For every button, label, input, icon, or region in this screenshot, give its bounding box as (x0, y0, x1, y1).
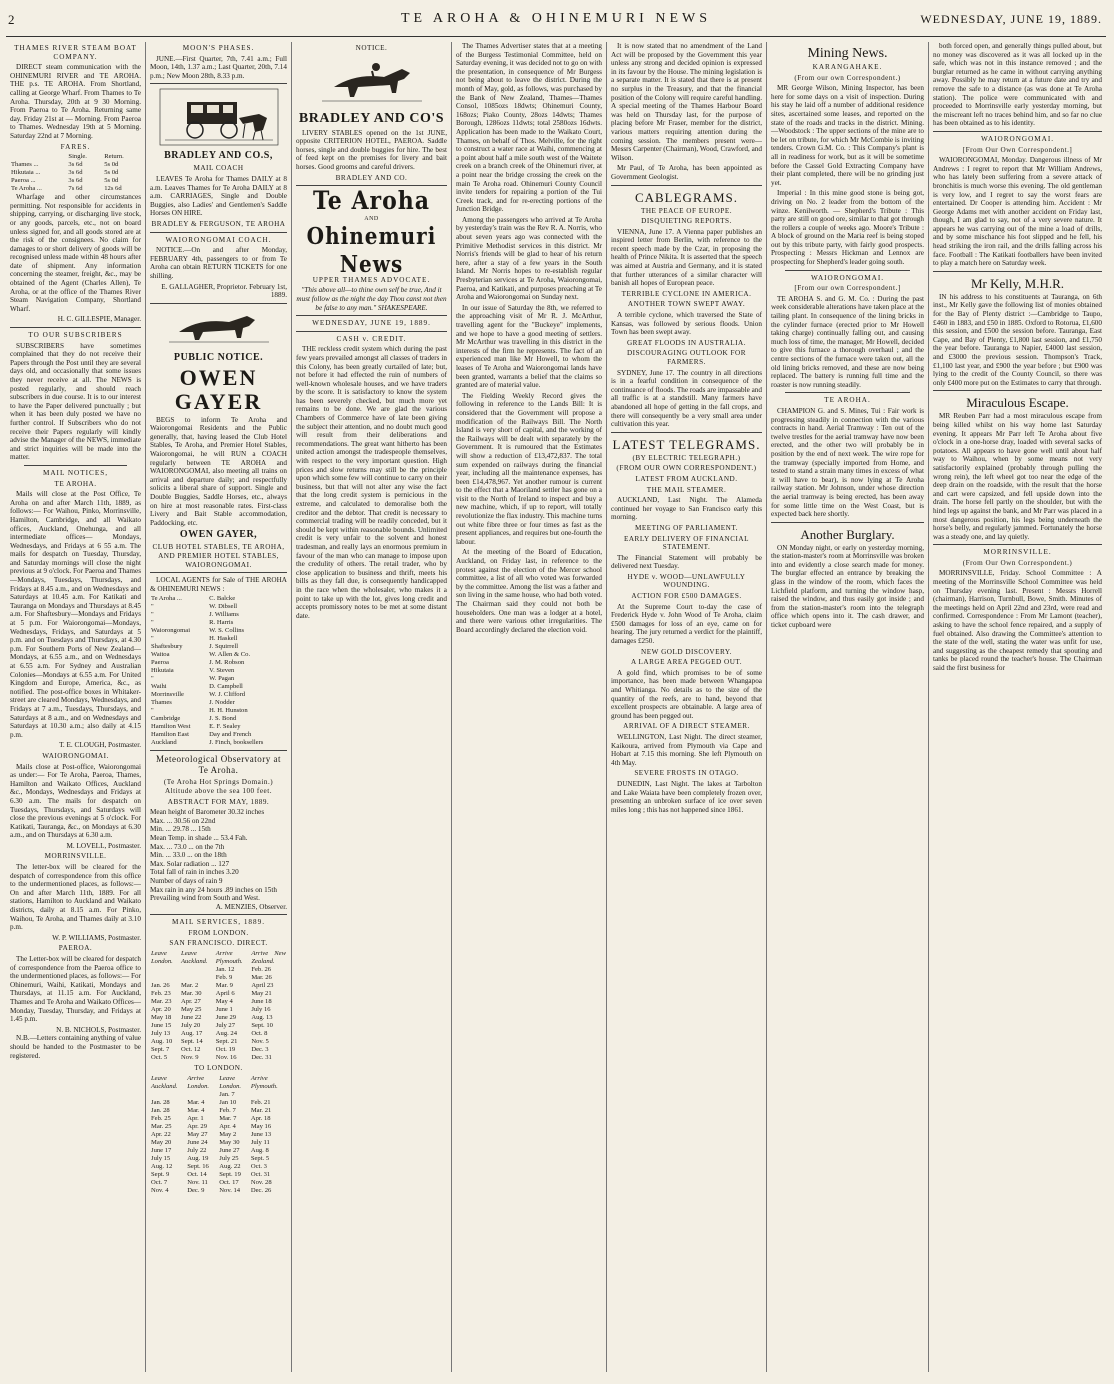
news-item: The Thames Advertiser states that at a meeting of the Burgess Testimonial Committee, held on Saturday evening, it was decided not to go on with the presentation, in consequence of Mr Burgess not being about to leave the district. During the month of May, gold, as follows, was purchased by the Bank of New Zealand, Thames—Thames Consol, 1085ozs 18dwts; Ohinemuri County, 168ozs; Piako County, 28ozs 14dwts; Thames Borough, 1286ozs 11dwts; total 2580ozs 16dwts. Application has been made to the Waikato Court, Thames, on behalf of Thos. Melville, for the right to construct a water race at Waihi, commencing at a point about half a mile south west of the Waitete creek on a branch creek of the Ohinemuri river, at a point near the bridge crossing the creek on the main Te Aroha road. Ohinemuri County Council invite tenders for repairing a portion of the Tui Creek track, and for re-erecting portions of the Junction Bridge. (456, 42, 602, 214)
action-text: At the Supreme Court to-day the case of Frederick Hyde v. John Wood of Te Aroha, claim £500 damages for loss of an eye, came on for hearing. The jury returned a verdict for the plaintiff, damages £250. (611, 602, 762, 646)
latest-sub: (FROM OUR OWN CORRESPONDENT.) (616, 464, 757, 473)
nameplate-motto: "This above all—to thine own self be true, And it must follow as the night the day Thou canst not then be false to any man." SHAKESPEARE. (296, 286, 447, 312)
steamboat-ad-text: DIRECT steam communication with the OHINEMURI RIVER and TE AROHA. THE p.s. TE AROHA. From Shortland, calling at George Wharf. From Thames to Te Aroha. Thursday, 20th at 9 30 Morning. From Paeroa to Te Aroha. Returning same day. Friday 21st at — Morning. From Paeroa to Thames. Wednesday 19th at 5 Morning. Saturday 22nd at 7 Morning. (10, 63, 141, 140)
met-row: Total fall of rain in inches 3.20 (150, 868, 239, 877)
page-number: 2 (8, 12, 15, 27)
table-row: Waitoa W. Allen & Co. (151, 651, 251, 659)
bradley-livery-heading: BRADLEY AND CO'S (298, 110, 445, 126)
public-notice-heading: PUBLIC NOTICE. (173, 351, 264, 363)
correspondent-note: (From Our Own Correspondent.) (962, 558, 1073, 567)
frost-heading: SEVERE FROSTS IN OTAGO. (634, 769, 739, 778)
news-item: Among the passengers who arrived at Te Aroha by yesterday's train was the Rev R. A. Norris, who about seven years ago was connected with the Primitive Methodist services in this district. Mr Norris's friends will be glad to hear of his return here, after a stay of a few years in the South Island. Mr Norris hopes to re-establish regular Presbyterian services at Te Aroha, Waiorongomai, Paeroa, and Katikati, and purposes preaching at Te Aroha and Waiorongomai on Sunday next. (456, 215, 602, 302)
cable-sub: TERRIBLE CYCLONE IN AMERICA. (621, 289, 752, 298)
morrinsville-text: MORRINSVILLE, Friday. School Committee : A meeting of the Morrinsville School Committee was held on Thursday evening last. Present : Messrs Horrell (chairman), Harrison, Turnbull, Bowe, Smith. Minutes of the meetings held on April 22nd and 23rd, were read and confirmed. Correspondence : From Mr Lamont (teacher), asking to have the school fence repaired, and a supply of fuel obtained. Also drawing the Committee's attention to the state of the well, stating the water was unfit for use, and suggesting as the cheapest remedy that spouting and tanks be placed round the teacher's house. The Chairman said the first business for (933, 569, 1102, 672)
financial-heading: EARLY DELIVERY OF FINANCIAL STATEMENT. (623, 534, 750, 552)
financial-text: The Financial Statement will probably be delivered next Tuesday. (611, 553, 762, 571)
sf-heading: SAN FRANCISCO. DIRECT. (169, 939, 268, 948)
table-row: Aug. 12 Sept. 16 Aug. 22 Oct. 3 (151, 1162, 267, 1170)
table-row: " W. Dibsell (151, 603, 238, 611)
mail-notices-heading: MAIL NOTICES, (42, 468, 109, 477)
table-row: Auckland J. Finch, booksellers (151, 739, 264, 747)
table-row: Thames J. Nodder (151, 699, 235, 707)
news-item: Mr Paul, of Te Aroha, has been appointed as Government Geologist. (611, 164, 762, 181)
nameplate-te-aroha: Te Aroha (312, 186, 431, 217)
table-row: July 13 Aug. 17 Aug. 24 Oct. 8 (151, 1030, 268, 1038)
mail-services-heading: MAIL SERVICES, 1889. (171, 918, 266, 927)
editorial-heading: CASH v. CREDIT. (336, 334, 407, 343)
table-row: Aug. 10 Sept. 14 Sept. 21 Nov. 5 (151, 1038, 269, 1046)
coach-illustration (159, 88, 279, 146)
burglary-text: ON Monday night, or early on yesterday morning, the station-master's room at Morrinsville was broken into and evidently a close search made for money. The burglar effected an entrance by breaking the glass in the window of the room, which faces the Lichfield platform, and turning the window hasp, raised the window, and thus easily got inside ; and from the station-master's room into the telegraph office which opens into it. The cash drawer, and ticket cupboard were (771, 543, 924, 630)
met-row: Max rain in any 24 hours .89 inches on 15th (150, 885, 277, 894)
latest-telegrams-heading: LATEST TELEGRAMS. (612, 436, 761, 452)
action-heading: ACTION FOR £500 DAMAGES. (631, 592, 742, 601)
to-london-heading: TO LONDON. (194, 1064, 243, 1073)
table-row: Oct. 7 Nov. 11 Oct. 17 Nov. 28 (151, 1178, 272, 1186)
hyde-heading: HYDE v. WOOD—UNLAWFULLY WOUNDING. (627, 572, 746, 590)
mail-sign-te-aroha: T. E. CLOUGH, Postmaster. (59, 741, 141, 750)
mail-coach-ad-heading: BRADLEY AND CO.S, (164, 150, 273, 162)
met-row: Max. Solar radiation ... 127 (150, 859, 230, 868)
table-row: June 15 July 20 July 27 Sept. 10 (151, 1022, 273, 1030)
table-row: Thames ... 3s 6d 5s 0d (11, 161, 119, 169)
editorial-text: THE reckless credit system which during the past few years prevailed amongst all classes of traders in this Colony, has been greatly curtailed of late; but, not before it had effected the ruin of numbers of well-known wholesale houses, and we have traders by the score. It is satisfactory to know the system has been severely checked, but much more yet remains to be done. We are glad the various Chambers of Commerce have of late been giving the subject their attention, and no doubt much good will result from their deliberations and recommendations. The great want hitherto has been united action amongst the tradespeople themselves, with respect to the very important question. High prices and slow returns may still be the principle upon which some few will continue to carry on their business, but that will not alter any wise the fact that the long credit system is pernicious in the extreme, and calculated to demoralise both the creditor and the debtor. That credit is necessary to commercial trading will be readily conceded, but it should be kept within reasonable bounds. Unlimited credit is very unfair to the solvent and honest tradesman, and really lays an enormous premium in favour of the man who can manage to impose upon the credulity of others. The retail trader, who by close application to business and thrift, meets his bills as they fall due, is consequently handicapped in the race when the wholesaler, who makes it a point to take up with the lot, gives long credit and accepts promissory notes to be met at some distant date. (296, 345, 447, 620)
table-row: Mar. 25 Apr. 29 Apr. 4 May 16 (151, 1122, 272, 1130)
frost-text: DUNEDIN, Last Night. The lakes at Tarbolton and Lake Waiata have been completely frozen over, presenting an unbroken surface of ice over seven miles long ; this has not happened since 1861. (611, 779, 762, 814)
karangahake-heading: KARANGAHAKE. (812, 63, 883, 71)
horse-icon (159, 308, 279, 348)
column-2 (146, 42, 292, 1372)
table-row: Hamilton East Day and French (151, 731, 252, 739)
correspondent-note: [From Our Own Correspondent.] (962, 145, 1073, 154)
table-row: Jan. 28 Mar. 4 Feb. 7 Mar. 21 (151, 1106, 272, 1114)
mail-text-paeroa: The Letter-box will be cleared for despatch of correspondence from the Paeroa office to the undermentioned places, as follows:— For Ohinemuri, Waihi, Katikati, Mondays and Thursdays, at 11.15 a.m. For Auckland, Thames and Te Aroha and Waikato Offices—Monday, Tuesday, Thursday, and Fridays at 1.45 p.m. (10, 955, 141, 1024)
mail-steamer-text: AUCKLAND, Last Night. The Alameda continued her voyage to San Francisco early this morning. (611, 496, 762, 522)
column-4 (452, 42, 607, 1372)
table-row: Jan. 12 Feb. 26 (215, 966, 272, 974)
moon-phases-text: JUNE.—First Quarter, 7th, 7.41 a.m.; Full Moon, 14th, 1.37 a.m.; Last Quarter, 20th, 7.14 p.m.; New Moon 28th, 8.33 p.m. (150, 54, 287, 80)
correspondent-note: [From our own Correspondent.] (794, 284, 901, 293)
waiorongomai-text: WAIORONGOMAI, Monday. Dangerous illness of Mr Andrews : I regret to report that Mr William Andrews, who has lately been suffering from a severe attack of bronchitis is much worse this evening. The old gentleman is very low, and I regret to say the worst fears are entertained. Dr Cooper is attending him. Accident : Mr George Adams met with another accident on Friday last, though, I am glad to say, not of a very severe nature. It appears he was carrying out of the mine a load of drills, and by some mischance his foot slipped and he fell, his head striking the iron rail, and the drills falling across his face. Football : The Katikati footballers have been invited to play a match here on Saturday week. (933, 156, 1102, 268)
notice-heading: NOTICE. (355, 44, 388, 52)
mail-coach-ad-sign: BRADLEY & FERGUSON, TE AROHA (151, 219, 286, 228)
table-row: Apr. 22 May 27 May 2 June 13 (151, 1130, 272, 1138)
moon-phases-heading: MOON'S PHASES. (182, 44, 255, 52)
table-row: Oct. 5 Nov. 9 Nov. 16 Dec. 31 (151, 1054, 272, 1062)
morrinsville-heading: MORRINSVILLE. (983, 548, 1052, 557)
cable-sub: DISCOURAGING OUTLOOK FOR FARMERS. (626, 349, 747, 366)
mail-tail: N.B.—Letters containing anything of value should be handed to the Postmaster to be registered. (10, 1034, 141, 1060)
mail-sign-morrinsville: W. P. WILLIAMS, Postmaster. (52, 933, 141, 942)
steamboat-ad-heading: THAMES RIVER STEAM BOAT COMPANY. (14, 44, 137, 61)
mail-coach-ad-text: LEAVES Te Aroha for Thames DAILY at 8 a.m. Leaves Thames for Te Aroha DAILY at 8 a.m. CARRIAGES, Single and Double Buggies, also Ladies' and Gentlemen's Saddle Horses ON HIRE. (150, 174, 287, 218)
mail-coach-ad-sub: MAIL COACH (193, 164, 244, 173)
cable-sub: GREAT FLOODS IN AUSTRALIA. (626, 338, 747, 347)
table-row: Jan. 26 Mar. 2 Mar. 9 April 23 (151, 982, 274, 990)
table-row: Paeroa ... 3s 6d 5s 0d (11, 177, 119, 185)
news-item: At the meeting of the Board of Education, Auckland, on Friday last, in reference to the protest against the election of the Mercer school committee, a list of all who voted was forwarded by the committee. Among the list was a father and son living in the same house, who had both voted. The Chairman said they could not both be householders. One man was a lodger at a hotel, and there were various other irregularities. The Board accordingly declared the election void. (456, 548, 602, 634)
cable-text: SYDNEY, June 17. The country in all directions is in a fearful condition in consequence of the continuance of floods. The roads are impassable and all traffic is at a standstill. Many farmers have abandoned all hope of getting in the fall crops, and there will consequently be a very small area under cultivation this year. (611, 368, 762, 429)
met-row: Max. ... 73.0 ... on the 7th (150, 842, 225, 851)
mining-text: Imperial : In this mine good stone is being got, driving on No. 2 leader from the bottom of the winze. Kenilworth. — Shepherd's Tribute : This party are still on good ore, similar to that got through the rollers a couple of weeks ago. Moore's Tribute : A block of ground on the Maria reef is being stoped out by this tribute party, with fairly good prospects. Prospecting : Messrs Hickman and Lennox are prospecting for Shepherd's leader going south. (771, 189, 924, 267)
fares-table: Single. Return. Thames ... 3s 6d 5s 0d Hikutaia ... 3s 6d 5s 0d Paeroa ... 3s 6d 5s 0d Te Aroha ... 7s 6d 12s 6d (10, 153, 141, 193)
bradley-livery-sign: BRADLEY AND CO. (335, 173, 408, 182)
owen-gayer-address: CLUB HOTEL STABLES, TE AROHA, AND PREMIER HOTEL STABLES, WAIORONGOMAI. (152, 543, 285, 569)
waiorongomai-heading: WAIORONGOMAI. (810, 273, 885, 282)
nameplate-and: AND (364, 216, 379, 223)
table-row: " H. Haskell (151, 635, 238, 643)
table-row: Te Aroha ... 7s 6d 12s 6d (11, 185, 122, 193)
kelly-heading: Mr Kelly, M.H.R. (970, 275, 1065, 291)
arrival-heading: ARRIVAL OF A DIRECT STEAMER. (623, 722, 750, 731)
gold-text: A gold find, which promises to be of some importance, has been made between Whangapoa and Whitianga. No details as to the size of the quantity of the reefs, are to hand, beyond that excellent prospects are obtainable. A large area of ground has been pegged out. (611, 668, 762, 720)
news-item: It is now stated that no amendment of the Land Act will be proposed by the Government this year unless any strong and decided opinion is expressed in its favour by the House. The mining legislation is a separate matter. It is stated that there is at present no surplus in the Treasury, and that the financial position of the Colony will require careful handling. A special meeting of the Thames Harbour Board was held on Thursday last, for the purpose of placing before Mr Fraser, member for the district, various matters requiring attention during the coming session. The members present were—Messrs Carpenter (Chairman), Wood, Crawford, and Wilson. (611, 42, 762, 162)
table-row: Sept. 7 Oct. 12 Oct. 19 Dec. 3 (151, 1046, 269, 1054)
parliament-heading: MEETING OF PARLIAMENT. (634, 523, 739, 532)
issue-date: WEDNESDAY, JUNE 19, 1889. (312, 319, 431, 328)
table-row: Sept. 9 Oct. 14 Sept. 19 Oct. 31 (151, 1170, 271, 1178)
mail-sub-te-aroha: TE AROHA. (54, 479, 97, 488)
cable-sub: THE PEACE OF EUROPE. (640, 206, 733, 215)
mail-text-waiorongomai: Mails close at Post-office, Waiorongomai as under:— For Te Aroha, Paeroa, Thames, Hamilton and Waikato Offices, Auckland &c., Mondays, Wednesdays and Fridays at 6.30 a.m. The mails for despatch on Tuesdays, Thursdays, and Saturdays will close the previous evenings at 5 o'clock. For Katikati, Tauranga, &c., on Mondays at 6.30 a.m., and on Thursdays at 6.30 a.m. (10, 762, 141, 840)
mail-steamer-heading: THE MAIL STEAMER. (646, 485, 727, 494)
escape-heading: Miraculous Escape. (966, 395, 1069, 411)
met-row: Number of days of rain 9 (150, 876, 223, 885)
cable-sub: DISQUIETING REPORTS. (641, 217, 732, 226)
latest-sub: LATEST FROM AUCKLAND. (635, 474, 738, 483)
table-row: Feb. 9 Mar. 26 (215, 974, 272, 982)
table-row: Feb. 25 Apr. 1 Mar. 7 Apr. 18 (151, 1114, 271, 1122)
owen-gayer-heading: OWEN GAYER (174, 364, 263, 414)
owen-gayer-text: BEGS to inform Te Aroha and Waiorongomai Residents and the Public generally, that, having leased the Club Hotel Stables, Te Aroha, and Premier Hotel Stables, Waiorongomai, he will RUN a COACH regularly between TE AROHA and WAIORONGOMAI, also meeting all trains on arrival and departure daily; and respectfully solicits a liberal share of support. Single and Double Buggies, Saddle Horses, etc., always on hire at most reasonable rates. First-class Livery and Bait Stable accommodation, Paddocking, etc. (150, 415, 287, 527)
steamboat-ad-sign: H. C. GILLESPIE, Manager. (57, 315, 141, 324)
mail-sign-paeroa: N. B. NICHOLS, Postmaster. (56, 1025, 141, 1034)
table-row: Waihi D. Campbell (151, 683, 243, 691)
mail-sub-paeroa: PAEROA. (58, 944, 93, 953)
table-row: July 15 Aug. 19 July 25 Sept. 5 (151, 1154, 270, 1162)
nameplate-upper-thames: UPPER THAMES ADVOCATE. (312, 275, 431, 284)
steamboat-ad-tail: Wharfage and other circumstances permitting. Not responsible for accidents in shipping, carrying, or discharging live stock, or any goods, parcels, etc., not on board unless signed for, and all goods stored are at the risk of the consignees. No claim for damages to or short delivery of goods will be recognised unless made within 48 hours after date of shipment. Any information concerning the steamer, freight, &c., may be obtained of the Agent (Charles Allen), Te Aroha, or at the office of the Thames River Steam Navigation Company, Shortland Wharf. (10, 193, 141, 313)
column-3 (292, 42, 452, 1372)
fares-heading: FARES. (60, 142, 91, 151)
latest-sub: (BY ELECTRIC TELEGRAPH.) (632, 453, 741, 462)
table-row: Te Aroha ... C. Balcke (151, 595, 236, 603)
table-row: Apr. 20 May 25 June 1 July 16 (151, 1006, 271, 1014)
table-row: Hikutaia V. Steven (151, 667, 235, 675)
subscribers-text: SUBSCRIBERS have sometimes complained that they do not receive their Papers through the Post until they are several days old, and occasionally that some issues they never receive at all. The NEWS is posted regularly, and should reach subscribers in due course. It is to our interest to have the Paper delivered punctually ; but when it has been duly posted we have no further control. If Subscribers who do not receive their Papers regularly will kindly advise the Manager of the NEWS, immediate and strict inquiries will be made into the matter. (10, 341, 141, 462)
met-row: Mean height of Barometer 30.32 inches (150, 808, 265, 817)
waiorongomai-coach-heading: WAIORONGOMAI COACH. (165, 235, 272, 244)
mail-text-te-aroha: Mails will close at the Post Office, Te Aroha on and after March 11th, 1889, as follows:— For Waihou, Pinko, Morrinsville, Hamilton, Cambridge, and all Waikato offices, Auckland, Onehunga, and all intermediate offices— Mondays, Wednesdays, and Fridays at 6 55 a.m. The mails for despatch on Tuesday, Thursday, and Saturday mornings will close the night previous at 9 o'clock. For Paeroa and Thames—Mondays, Tuesdays, Thursdays, and Fridays at 8.45 a.m., and on Wednesdays and Saturdays at 10.45 a.m. For Katikati and Tauranga on Mondays and Thursdays at 8.45 a.m. For Shaftesbury—Mondays and Fridays at 5 p.m. For Waiorongomai—Mondays, Wednesdays, Fridays, and Saturdays at 5 p.m. and on Tuesdays and Thursdays, at 4.30 p.m. For Southern Ports of New Zealand—Mondays, at 6.55 a.m., and on Wednesdays at 6.55 a.m. For Sydney and Australian Colonies—Mondays at 6.55 a.m. For United Kingdom and Europe, America, &c., as notified. The post-office boxes in Whitaker-street are cleared Mondays, Wednesdays, and Fridays at 7 a.m., Tuesdays, Thursdays, and Saturdays at 8 a.m., and on Wednesdays and Saturdays at 10.30 a.m.; also daily at 4.15 p.m. (10, 490, 141, 739)
met-row: Mean Temp. in shade ... 53.4 Fah. (150, 833, 248, 842)
column-5 (607, 42, 767, 1372)
table-row: Shaftesbury J. Squirrell (151, 643, 239, 651)
nameplate-ohinemuri-news: Ohinemuri News (306, 222, 437, 278)
news-item: The Fielding Weekly Record gives the following in reference to the Lands Bill: It is considered that the Government will propose a modification of the Railways Bill. The North Island is very short of capital, and the working of the Railways will be dealt with separately by the Government. It is rumoured that the Estimates will show a reduction of £13,472,837. The total sum expended on railways during the financial year, including all the maintenance expenses, has been £14,478,967. Yet another rumour is current to the effect that a Maoriland settler has gone on a visit to the North of Ireland to inspect and buy a new machine, which, if up to report, will totally revolutionize the flax industry. This machine turns out white fibre three or four times as fast as the present appliances, and requires but one-fourth the labour. (456, 391, 602, 546)
masthead (6, 6, 1106, 37)
mining-text: MR George Wilson, Mining Inspector, has been here for some days on a visit of inspection. During his stay he laid off a number of additional residence sites, ascertained some leases, and reported on the state of the roads and tracks in the district. Mining.—Woodstock : The upper sections of the mine are to be let on tribute, for which Mr McCombie is inviting tenders. Crown G.M. Co. : This Company's plant is all in readiness for work, but as it will be sometime before the Cassel Gold Extracting Company have their plant completed, there will be no grinding just yet. (771, 84, 924, 187)
owen-gayer-sign: OWEN GAYER, (179, 529, 258, 541)
waiorongomai-coach-sign: E. GALLAGHER, Proprietor. February 1st, 1889. (161, 282, 287, 300)
table-row: Nov. 4 Dec. 9 Nov. 14 Dec. 26 (151, 1186, 272, 1194)
table-row: Cambridge J. S. Bond (151, 715, 237, 723)
table-row: June 17 July 22 June 27 Aug. 8 (151, 1146, 269, 1154)
livery-illustration (312, 57, 432, 107)
table-row: Morrinsville W. J. Clifford (151, 691, 246, 699)
mining-text: TE AROHA S. and G. M. Co. : During the past week considerable alterations have taken place at the tailing plant. In consequence of the lining bricks in the cylinder furnace (erected prior to Mr Howell taking charge) continually falling out, and causing much loss of time, the manager, Mr Howell, decided to give this furnace a thorough overhaul ; and the centre sections of the furnace were taken out, all the old lining bricks removed, and these are now being replaced. The battery is running full time and the roaster is now running steadily. (771, 294, 924, 389)
subscribers-heading: TO OUR SUBSCRIBERS (28, 331, 123, 340)
table-header: Leave London. Leave Auckland. Arrive Plymouth. Arrive New Zealand. (151, 950, 286, 966)
masthead-date: WEDNESDAY, JUNE 19, 1889. (920, 12, 1102, 26)
table-row: Paeroa J. M. Robson (151, 659, 245, 667)
met-sign: A. MENZIES, Observer. (215, 902, 287, 911)
column-6 (767, 42, 929, 1372)
met-row: Max. ... 30.56 on 22nd (150, 816, 216, 825)
columns (6, 42, 1106, 1372)
table-row: May 20 June 24 May 30 July 11 (151, 1138, 270, 1146)
masthead-title: TE AROHA & OHINEMURI NEWS (401, 11, 711, 26)
table-row: " R. Harris (151, 619, 234, 627)
met-rows (150, 808, 287, 903)
table-row: Jan. 7 (219, 1090, 235, 1098)
horse-rider-icon (312, 57, 432, 107)
arrival-text: WELLINGTON, Last Night. The direct steamer, Kaikoura, arrived from Plymouth via Cape and Hobart at 7.15 this morning. She left Plymouth on 4th May. (611, 732, 762, 767)
met-sub: (Te Aroha Hot Springs Domain.) Altitude above the sea 100 feet. (163, 778, 274, 795)
bradley-livery-text: LIVERY STABLES opened on the 1st JUNE, opposite CRITERION HOTEL, PAEROA. Saddle horses, single and double buggies for hire. The best of feed kept on the premises for livery and bait horses. Good grooms and careful drivers. (296, 128, 447, 171)
gold-heading: NEW GOLD DISCOVERY. (641, 647, 732, 656)
table-row: May 18 June 22 June 29 Aug. 13 (151, 1014, 273, 1022)
escape-text: MR Reuben Parr had a most miraculous escape from being killed whilst on his way home last Saturday evening. It appears Mr Parr left Te Aroha about five o'clock in a one-horse dray, loaded with several sacks of potatoes. All appears to have gone well until about half way to Waihou, when by some means not very satisfactorily explained (probably through pulling the wrong rein), the left wheel got too near the edge of the deep drain on the roadside, with the result that the horse and cart were capsized, and fell upside down into the drain. The horse fell partly on the shoulder, but with the hind legs up against the bank, and Mr Parr was placed in a most dangerous position, his legs being underneath the horse's belly, and regularly jammed. Fortunately the horse was a steady one, and lay quietly. (933, 412, 1102, 541)
horse-illustration (159, 308, 279, 348)
table-row: Feb. 23 Mar. 30 April 6 May 21 (151, 990, 272, 998)
table-row: Waiorongomai W. S. Collins (151, 627, 245, 635)
mining-text: CHAMPION G. and S. Mines, Tui : Fair work is progressing steadily in connection with the various contracts in hand. Aerial Tramway : Ten out of the twelve trestles for the aerial tramway have now been erected, and the other two will probably be in position by the end of next week. The wire rope for the tramway (specially imported from Home, and tested to stand a strain many times in excess of what it will have to bear), is now lying at Te Aroha railway station. Mr Johnson, under whose direction the aerial tramway is being erected, has been away for some little time on the West Coast, but is expected back here shortly. (771, 406, 924, 519)
newspaper-page (6, 6, 1106, 1378)
to-london-table (150, 1075, 287, 1195)
mail-text-morrinsville: The letter-box will be cleared for the despatch of correspondence from this office to the undermentioned places, as follows:— On and after March 11th, 1889. For all stations, Hamilton to Auckland and Waikato districts, daily at 8.15 a.m. For Pinko, Waihou, Te Aroha, and Thames daily at 3.10 p.m. (10, 863, 141, 932)
waiorongomai-coach-text: NOTICE.—On and after Monday, FEBRUARY 4th, passengers to or from Te Aroha can obtain RETURN TICKETS for one shilling. (150, 246, 287, 280)
from-london-heading: FROM LONDON. (188, 928, 249, 937)
cable-text: A terrible cyclone, which traversed the State of Kansas, was followed by serious floods. Union Town has been swept away. (611, 311, 762, 337)
local-agents-table (150, 595, 287, 747)
table-row: " W. Pagan (151, 675, 235, 683)
met-heading: Meteorological Observatory at Te Aroha. (156, 754, 281, 776)
from-london-table (150, 950, 287, 1062)
te-aroha-heading: TE AROHA. (824, 396, 871, 405)
cable-sub: ANOTHER TOWN SWEPT AWAY. (627, 300, 746, 309)
waiorongomai-heading: WAIORONGOMAI. (980, 134, 1055, 143)
column-1 (6, 42, 146, 1372)
kelly-text: IN his address to his constituents at Tauranga, on 6th inst., Mr Kelly gave the following list of monies obtained for the Bay of Plenty district :—Cambridge to Taupo, £460 in 1883, and £50 in 1885. Oxford to Rotorua, £1,600 this session, and £500 the session before. Tauranga, East Cape, and Bay of Plenty, £1,800 last session, and £1,750 the year before. Tauranga to Napier, £4000 last session, and £3000 the previous session. Thompson's Track, £1,100 last year, and £900 the year before ; but £900 was lying to the credit of the County Council, so there was only £400 more put on the Estimates to carry that through. (933, 292, 1102, 387)
news-item: In our issue of Saturday the 8th, we referred to the approaching visit of Mr R. J. McArthur, travelling agent for the "Buckeye" implements, and we hope to have a good meeting of settlers. Mr McArthur was travelling in this district in the interests of the firm he represents. The fact of an experienced man like Mr Howell, to whom the leases of Te Aroha and Waiorongomai lands have been granted, warrants a belief that the claims so granted are of material value. (456, 303, 602, 390)
mining-news-heading: Mining News. (807, 46, 888, 61)
table-row: " H. H. Hunston (151, 707, 248, 715)
table-row: Mar. 23 Apr. 27 May 4 June 18 (151, 998, 272, 1006)
table-header: Leave Auckland. Arrive London. Leave London. Arrive Plymouth. (151, 1074, 278, 1090)
gold-sub: A LARGE AREA PEGGED OUT. (630, 658, 743, 667)
burglary-continued: both forced open, and generally things pulled about, but no money was discovered as it was all locked up in the safe, which was not in this instance removed ; and the burglar returned as he came in without carrying anything away. Possibly he may return at a future date and try and remove the safe to a distance (as was done at Te Aroha station). The police were communicated with and proceeded to Morrinsville early yesterday morning, but the miscreant left no traces behind him, and so far no clue has been obtained as to his identity. (933, 42, 1102, 128)
table-row: Hamilton West E. F. Sealey (151, 723, 241, 731)
table-row: Jan. 28 Mar. 4 Jan 10 Feb. 21 (151, 1098, 271, 1106)
mail-sub-waiorongomai: WAIORONGOMAI. (42, 751, 109, 760)
mail-sub-morrinsville: MORRINSVILLE. (44, 852, 107, 861)
coach-icon (159, 88, 279, 146)
met-row: Min. ... 29.78 ... 15th (150, 825, 211, 834)
met-row: Prevailing wind from South and West. (150, 894, 260, 903)
correspondent-note: (From our own Correspondent.) (794, 73, 901, 82)
burglary-heading: Another Burglary. (800, 526, 895, 542)
met-row: Min. ... 33.0 ... on the 18th (150, 851, 227, 860)
mail-sign-waiorongomai: M. LOVELL, Postmaster. (66, 841, 141, 850)
table-row: " J. Williams (151, 611, 239, 619)
cable-text: VIENNA, June 17. A Vienna paper publishes an inspired letter from Berlin, with reference to the recent speech made by the Czar, in proposing the health of Prince Nikita. It is asserted that the speech was aimed at Austria and Germany, and it is stated that further utterances of a similar character will banish all hopes of European peace. (611, 227, 762, 288)
met-abstract: ABSTRACT FOR MAY, 1889. (167, 797, 270, 806)
cablegrams-heading: CABLEGRAMS. (634, 189, 739, 205)
column-7 (929, 42, 1106, 1372)
local-agents-heading: LOCAL AGENTS for Sale of THE AROHA & OHINEMURI NEWS : (150, 576, 287, 593)
table-row: Hikutaia ... 3s 6d 5s 0d (11, 169, 119, 177)
